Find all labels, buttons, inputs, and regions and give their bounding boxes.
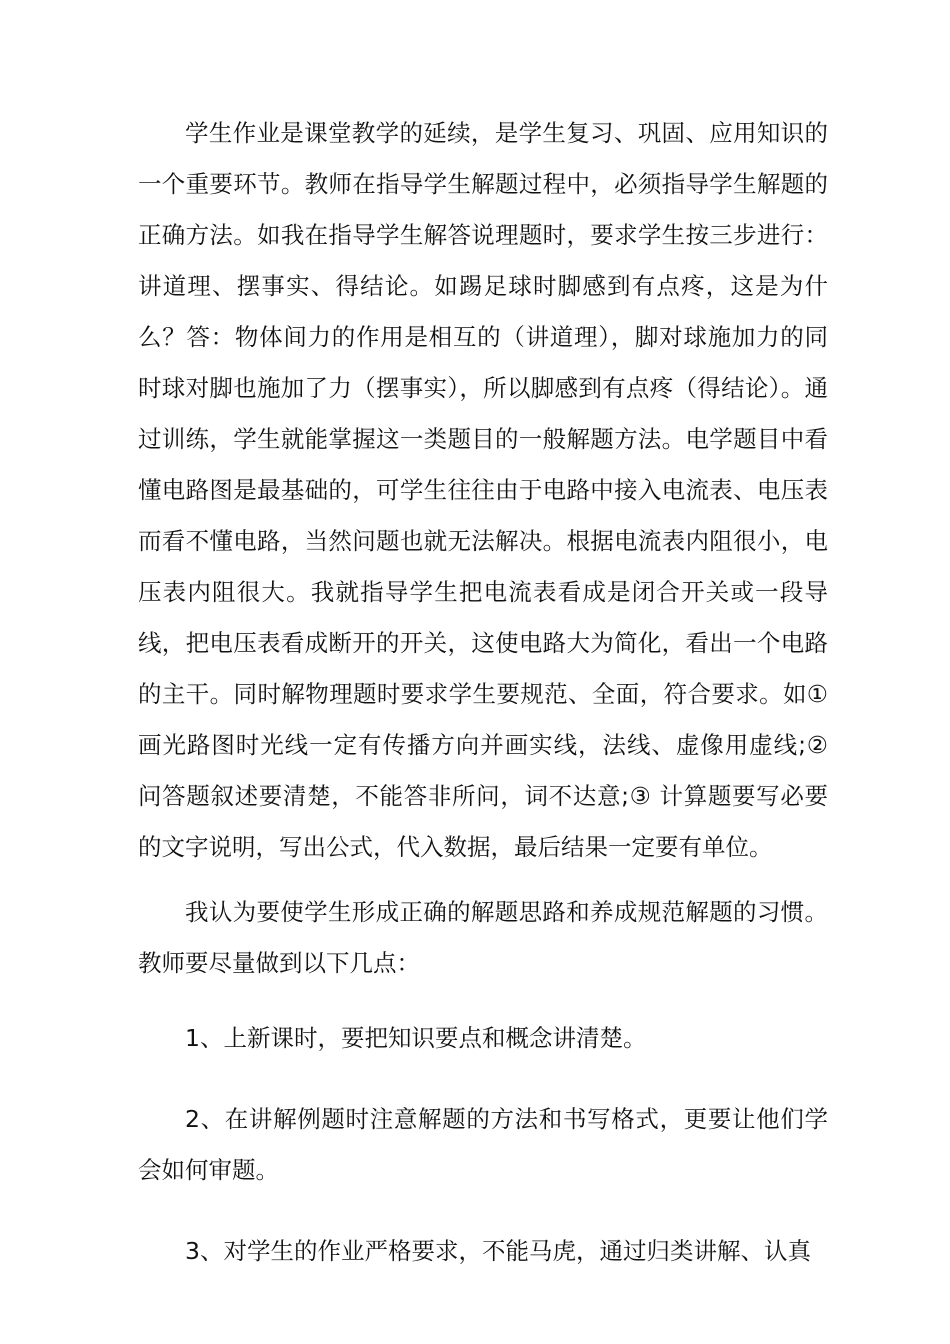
paragraph-teacher-guidance: 我认为要使学生形成正确的解题思路和养成规范解题的习惯。教师要尽量做到以下几点： (138, 898, 828, 977)
document-body (138, 108, 828, 1277)
list-item-new-lesson: 1、上新课时，要把知识要点和概念讲清楚。 (185, 1024, 647, 1052)
paragraph-homework-methods: 学生作业是课堂教学的延续，是学生复习、巩固、应用知识的一个重要环节。教师在指导学生解题过程中，必须指导学生解题的正确方法。如我在指导学生解答说理题时，要求学生按三步进行：讲道理、摆事实、得结论。如踢足球时脚感到有点疼，这是为什么？答：物体间力的作用是相互的（讲道理），脚对球施加力的同时球对脚也施加了力（摆事实），所以脚感到有点疼（得结论）。通过训练，学生就能掌握这一类题目的一般解题方法。电学题目中看懂电路图是最基础的，可学生往往由于电路中接入电流表、电压表而看不懂电路，当然问题也就无法解决。根据电流表内阻很小，电压表内阻很大。我就指导学生把电流表看成是闭合开关或一段导线，把电压表看成断开的开关，这使电路大为简化，看出一个电路的主干。同时解物理题时要求学生要规范、全面，符合要求。如①画光路图时光线一定有传播方向并画实线，法线、虚像用虚线;② 问答题叙述要清楚，不能答非所问，词不达意;③ 计算题要写必要的文字说明，写出公式，代入数据，最后结果一定要有单位。 (138, 119, 828, 861)
list-item-homework-requirements: 3、对学生的作业严格要求，不能马虎，通过归类讲解、认真 (185, 1237, 811, 1265)
list-item-example-problems: 2、在讲解例题时注意解题的方法和书写格式，更要让他们学会如何审题。 (138, 1105, 828, 1184)
